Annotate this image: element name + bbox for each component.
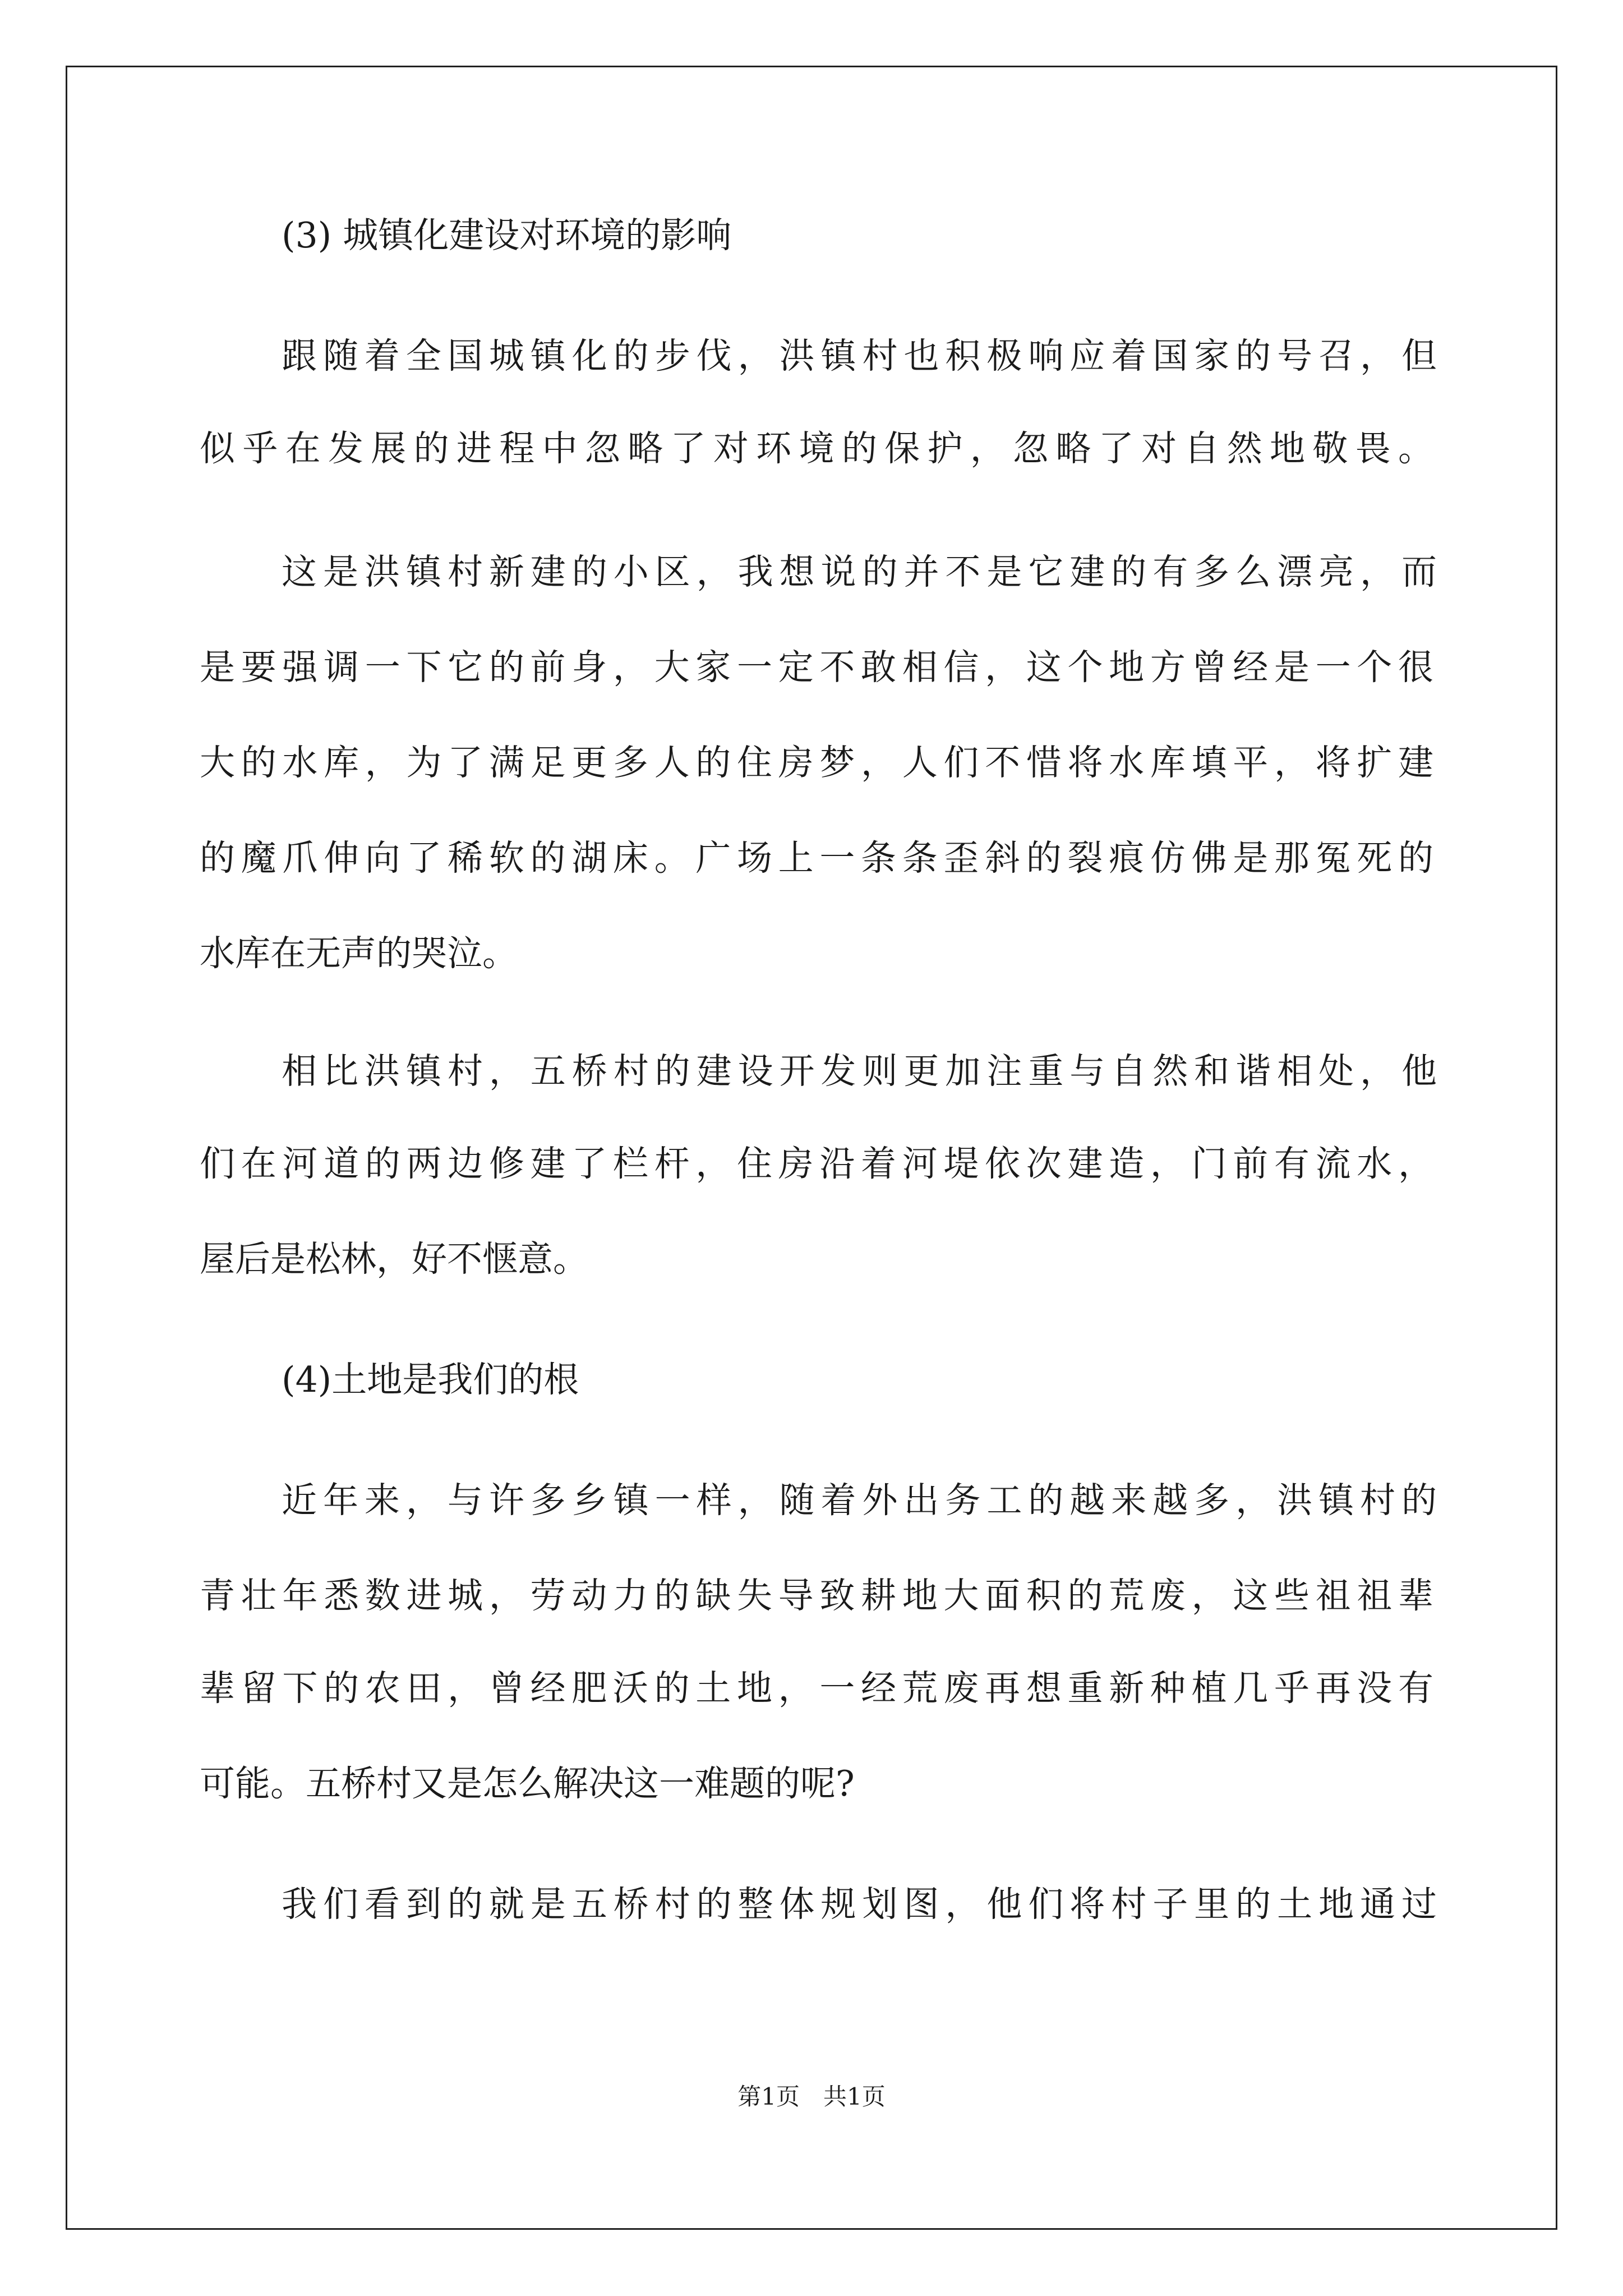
section-heading-4: (4)土地是我们的根 [282,1359,579,1400]
paragraph-line: 的魔爪伸向了稀软的湖床。广场上一条条歪斜的裂痕仿佛是那冤死的 [200,838,1433,878]
paragraph-line: 是要强调一下它的前身，大家一定不敢相信，这个地方曾经是一个很 [200,647,1433,688]
page-number-footer: 第1页 共1页 [737,2083,886,2110]
paragraph-line: 屋后是松林，好不惬意。 [200,1239,588,1280]
paragraph-line: 水库在无声的哭泣。 [200,933,518,974]
section-heading-3: (3) 城镇化建设对环境的影响 [282,215,732,256]
paragraph-line: 可能。五桥村又是怎么解决这一难题的呢? [200,1763,855,1804]
paragraph-line: 相比洪镇村，五桥村的建设开发则更加注重与自然和谐相处，他 [282,1051,1437,1092]
paragraph-line: 跟随着全国城镇化的步伐，洪镇村也积极响应着国家的号召，但 [282,335,1437,376]
paragraph-line: 大的水库，为了满足更多人的住房梦，人们不惜将水库填平，将扩建 [200,742,1433,783]
paragraph-line: 青壮年悉数进城，劳动力的缺失导致耕地大面积的荒废，这些祖祖辈 [200,1575,1433,1616]
paragraph-line: 似乎在发展的进程中忽略了对环境的保护，忽略了对自然地敬畏。 [200,428,1433,469]
paragraph-line: 近年来，与许多乡镇一样，随着外出务工的越来越多，洪镇村的 [282,1480,1437,1521]
paragraph-line: 这是洪镇村新建的小区，我想说的并不是它建的有多么漂亮，而 [282,551,1437,592]
paragraph-line: 我们看到的就是五桥村的整体规划图，他们将村子里的土地通过 [282,1884,1437,1925]
paragraph-line: 们在河道的两边修建了栏杆，住房沿着河堤依次建造，门前有流水， [200,1143,1433,1184]
paragraph-line: 辈留下的农田，曾经肥沃的土地，一经荒废再想重新种植几乎再没有 [200,1668,1433,1709]
